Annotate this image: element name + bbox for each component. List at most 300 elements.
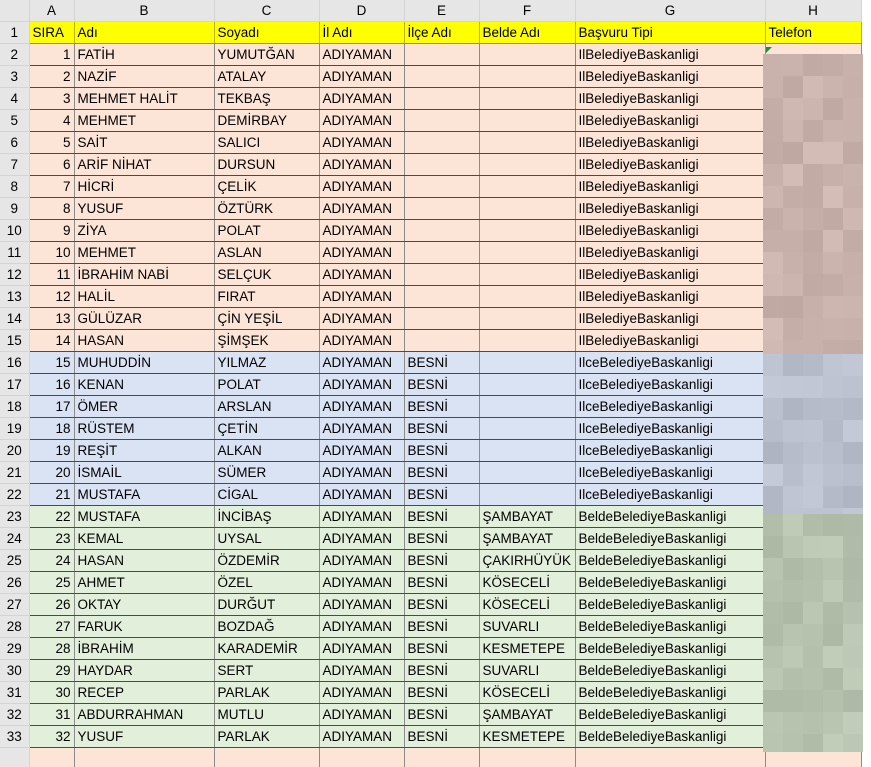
il-cell[interactable]: ADIYAMAN bbox=[319, 682, 404, 704]
ilce-cell[interactable]: BESNİ bbox=[404, 616, 479, 638]
adi-cell[interactable]: MEHMET bbox=[74, 242, 214, 264]
belde-cell[interactable]: KÖSECELİ bbox=[479, 572, 575, 594]
basvuru-tipi-cell[interactable]: IlBelediyeBaskanligi bbox=[575, 132, 765, 154]
sira-cell[interactable]: 11 bbox=[29, 264, 74, 286]
il-cell[interactable]: ADIYAMAN bbox=[319, 176, 404, 198]
soyadi-cell[interactable]: YUMUTĞAN bbox=[214, 44, 319, 66]
soyadi-cell[interactable]: SELÇUK bbox=[214, 264, 319, 286]
redaction-pixel bbox=[783, 668, 803, 690]
belde-cell[interactable] bbox=[479, 198, 575, 220]
il-cell[interactable]: ADIYAMAN bbox=[319, 264, 404, 286]
row-header[interactable]: 28 bbox=[0, 616, 29, 638]
adi-cell[interactable]: HAYDAR bbox=[74, 660, 214, 682]
soyadi-cell[interactable]: ÖZDEMİR bbox=[214, 550, 319, 572]
il-cell[interactable]: ADIYAMAN bbox=[319, 462, 404, 484]
sira-cell[interactable]: 15 bbox=[29, 352, 74, 374]
il-cell[interactable]: ADIYAMAN bbox=[319, 594, 404, 616]
sira-cell[interactable]: 1 bbox=[29, 44, 74, 66]
soyadi-cell[interactable]: ASLAN bbox=[214, 242, 319, 264]
partial-cell[interactable] bbox=[29, 748, 74, 767]
adi-cell[interactable]: HİCRİ bbox=[74, 176, 214, 198]
belde-cell[interactable] bbox=[479, 374, 575, 396]
il-cell[interactable]: ADIYAMAN bbox=[319, 352, 404, 374]
il-cell[interactable]: ADIYAMAN bbox=[319, 286, 404, 308]
sira-cell[interactable]: 16 bbox=[29, 374, 74, 396]
basvuru-tipi-cell[interactable]: IlceBelediyeBaskanligi bbox=[575, 440, 765, 462]
adi-cell[interactable]: MUSTAFA bbox=[74, 506, 214, 528]
il-cell[interactable]: ADIYAMAN bbox=[319, 550, 404, 572]
row-header[interactable]: 23 bbox=[0, 506, 29, 528]
soyadi-cell[interactable]: DURSUN bbox=[214, 154, 319, 176]
belde-cell[interactable]: ŞAMBAYAT bbox=[479, 528, 575, 550]
row-header[interactable]: 31 bbox=[0, 682, 29, 704]
row-header[interactable]: 26 bbox=[0, 572, 29, 594]
adi-cell[interactable]: GÜLÜZAR bbox=[74, 308, 214, 330]
belde-cell[interactable] bbox=[479, 154, 575, 176]
redaction-pixel bbox=[823, 230, 843, 252]
belde-cell[interactable]: SUVARLI bbox=[479, 616, 575, 638]
basvuru-tipi-cell[interactable]: IlceBelediyeBaskanligi bbox=[575, 352, 765, 374]
adi-cell[interactable]: RECEP bbox=[74, 682, 214, 704]
sira-cell[interactable]: 2 bbox=[29, 66, 74, 88]
soyadi-cell[interactable]: SÜMER bbox=[214, 462, 319, 484]
basvuru-tipi-cell[interactable]: IlceBelediyeBaskanligi bbox=[575, 396, 765, 418]
soyadi-cell[interactable]: TEKBAŞ bbox=[214, 88, 319, 110]
il-cell[interactable]: ADIYAMAN bbox=[319, 572, 404, 594]
soyadi-cell[interactable]: POLAT bbox=[214, 220, 319, 242]
ilce-cell[interactable]: BESNİ bbox=[404, 660, 479, 682]
column-header-h[interactable]: H bbox=[765, 0, 861, 22]
soyadi-cell[interactable]: YILMAZ bbox=[214, 352, 319, 374]
soyadi-cell[interactable]: ŞİMŞEK bbox=[214, 330, 319, 352]
basvuru-tipi-cell[interactable]: BeldeBelediyeBaskanligi bbox=[575, 506, 765, 528]
ilce-cell[interactable]: BESNİ bbox=[404, 418, 479, 440]
row-header[interactable]: 10 bbox=[0, 220, 29, 242]
partial-cell[interactable] bbox=[319, 748, 404, 767]
belde-cell[interactable]: KESMETEPE bbox=[479, 726, 575, 748]
table-header-row bbox=[0, 22, 861, 44]
basvuru-tipi-cell[interactable]: IlBelediyeBaskanligi bbox=[575, 198, 765, 220]
adi-cell[interactable]: KENAN bbox=[74, 374, 214, 396]
row-header[interactable]: 11 bbox=[0, 242, 29, 264]
basvuru-tipi-cell[interactable]: IlBelediyeBaskanligi bbox=[575, 330, 765, 352]
sira-cell[interactable]: 31 bbox=[29, 704, 74, 726]
select-all-corner[interactable] bbox=[0, 0, 29, 22]
il-cell[interactable]: ADIYAMAN bbox=[319, 220, 404, 242]
row-header[interactable] bbox=[0, 748, 29, 767]
adi-cell[interactable]: İSMAİL bbox=[74, 462, 214, 484]
row-header[interactable]: 7 bbox=[0, 154, 29, 176]
row-header[interactable]: 13 bbox=[0, 286, 29, 308]
belde-cell[interactable] bbox=[479, 242, 575, 264]
belde-cell[interactable]: ÇAKIRHÜYÜK bbox=[479, 550, 575, 572]
soyadi-cell[interactable]: İNCİBAŞ bbox=[214, 506, 319, 528]
ilce-cell[interactable]: BESNİ bbox=[404, 594, 479, 616]
row-header[interactable]: 1 bbox=[0, 22, 29, 44]
ilce-cell[interactable] bbox=[404, 110, 479, 132]
header-cell-f[interactable]: Belde Adı bbox=[479, 22, 575, 44]
belde-cell[interactable] bbox=[479, 308, 575, 330]
soyadi-cell[interactable]: PARLAK bbox=[214, 726, 319, 748]
ilce-cell[interactable]: BESNİ bbox=[404, 726, 479, 748]
belde-cell[interactable]: KÖSECELİ bbox=[479, 594, 575, 616]
soyadi-cell[interactable]: SERT bbox=[214, 660, 319, 682]
basvuru-tipi-cell[interactable]: IlBelediyeBaskanligi bbox=[575, 264, 765, 286]
belde-cell[interactable] bbox=[479, 220, 575, 242]
basvuru-tipi-cell[interactable]: IlBelediyeBaskanligi bbox=[575, 154, 765, 176]
il-cell[interactable]: ADIYAMAN bbox=[319, 484, 404, 506]
belde-cell[interactable] bbox=[479, 44, 575, 66]
belde-cell[interactable] bbox=[479, 330, 575, 352]
sira-cell[interactable]: 3 bbox=[29, 88, 74, 110]
belde-cell[interactable]: SUVARLI bbox=[479, 660, 575, 682]
adi-cell[interactable]: MUHUDDİN bbox=[74, 352, 214, 374]
belde-cell[interactable] bbox=[479, 66, 575, 88]
il-cell[interactable]: ADIYAMAN bbox=[319, 418, 404, 440]
redaction-pixel bbox=[763, 208, 783, 230]
ilce-cell[interactable]: BESNİ bbox=[404, 462, 479, 484]
adi-cell[interactable]: RÜSTEM bbox=[74, 418, 214, 440]
ilce-cell[interactable]: BESNİ bbox=[404, 374, 479, 396]
basvuru-tipi-cell[interactable]: BeldeBelediyeBaskanligi bbox=[575, 682, 765, 704]
adi-cell[interactable]: NAZİF bbox=[74, 66, 214, 88]
basvuru-tipi-cell[interactable]: IlBelediyeBaskanligi bbox=[575, 44, 765, 66]
soyadi-cell[interactable]: CİGAL bbox=[214, 484, 319, 506]
basvuru-tipi-cell[interactable]: IlBelediyeBaskanligi bbox=[575, 308, 765, 330]
redaction-pixel bbox=[763, 558, 783, 580]
ilce-cell[interactable]: BESNİ bbox=[404, 550, 479, 572]
il-cell[interactable]: ADIYAMAN bbox=[319, 330, 404, 352]
il-cell[interactable]: ADIYAMAN bbox=[319, 242, 404, 264]
il-cell[interactable]: ADIYAMAN bbox=[319, 44, 404, 66]
il-cell[interactable]: ADIYAMAN bbox=[319, 528, 404, 550]
row-header[interactable]: 3 bbox=[0, 66, 29, 88]
adi-cell[interactable]: FATİH bbox=[74, 44, 214, 66]
sira-cell[interactable]: 27 bbox=[29, 616, 74, 638]
partial-cell[interactable] bbox=[479, 748, 575, 767]
row-header[interactable]: 27 bbox=[0, 594, 29, 616]
soyadi-cell[interactable]: MUTLU bbox=[214, 704, 319, 726]
basvuru-tipi-cell[interactable]: BeldeBelediyeBaskanligi bbox=[575, 660, 765, 682]
belde-cell[interactable] bbox=[479, 462, 575, 484]
basvuru-tipi-cell[interactable]: IlceBelediyeBaskanligi bbox=[575, 484, 765, 506]
adi-cell[interactable]: ABDURRAHMAN bbox=[74, 704, 214, 726]
adi-cell[interactable]: MEHMET bbox=[74, 110, 214, 132]
adi-cell[interactable]: KEMAL bbox=[74, 528, 214, 550]
belde-cell[interactable] bbox=[479, 440, 575, 462]
belde-cell[interactable] bbox=[479, 88, 575, 110]
column-header-c[interactable]: C bbox=[214, 0, 319, 22]
ilce-cell[interactable] bbox=[404, 286, 479, 308]
sira-cell[interactable]: 26 bbox=[29, 594, 74, 616]
column-header-g[interactable]: G bbox=[575, 0, 765, 22]
row-header[interactable]: 17 bbox=[0, 374, 29, 396]
belde-cell[interactable] bbox=[479, 176, 575, 198]
adi-cell[interactable]: MUSTAFA bbox=[74, 484, 214, 506]
adi-cell[interactable]: FARUK bbox=[74, 616, 214, 638]
ilce-cell[interactable] bbox=[404, 88, 479, 110]
header-cell-h[interactable]: Telefon bbox=[765, 22, 861, 44]
sira-cell[interactable]: 12 bbox=[29, 286, 74, 308]
sira-cell[interactable]: 30 bbox=[29, 682, 74, 704]
belde-cell[interactable]: ŞAMBAYAT bbox=[479, 506, 575, 528]
il-cell[interactable]: ADIYAMAN bbox=[319, 110, 404, 132]
redaction-pixel bbox=[823, 420, 843, 442]
soyadi-cell[interactable]: UYSAL bbox=[214, 528, 319, 550]
sira-cell[interactable]: 4 bbox=[29, 110, 74, 132]
basvuru-tipi-cell[interactable]: IlceBelediyeBaskanligi bbox=[575, 462, 765, 484]
basvuru-tipi-cell[interactable]: IlBelediyeBaskanligi bbox=[575, 88, 765, 110]
sira-cell[interactable]: 23 bbox=[29, 528, 74, 550]
basvuru-tipi-cell[interactable]: IlBelediyeBaskanligi bbox=[575, 286, 765, 308]
sira-cell[interactable]: 10 bbox=[29, 242, 74, 264]
belde-cell[interactable] bbox=[479, 396, 575, 418]
soyadi-cell[interactable]: ÇELİK bbox=[214, 176, 319, 198]
redaction-pixel bbox=[843, 536, 863, 558]
redaction-pixel bbox=[783, 98, 803, 120]
adi-cell[interactable]: ZİYA bbox=[74, 220, 214, 242]
row-header[interactable]: 8 bbox=[0, 176, 29, 198]
belde-cell[interactable] bbox=[479, 286, 575, 308]
row-header[interactable]: 4 bbox=[0, 88, 29, 110]
row-header[interactable]: 15 bbox=[0, 330, 29, 352]
ilce-cell[interactable] bbox=[404, 154, 479, 176]
row-header[interactable]: 19 bbox=[0, 418, 29, 440]
soyadi-cell[interactable]: ÇİN YEŞİL bbox=[214, 308, 319, 330]
sira-cell[interactable]: 8 bbox=[29, 198, 74, 220]
adi-cell[interactable]: HASAN bbox=[74, 330, 214, 352]
adi-cell[interactable]: İBRAHİM bbox=[74, 638, 214, 660]
il-cell[interactable]: ADIYAMAN bbox=[319, 374, 404, 396]
adi-cell[interactable]: OKTAY bbox=[74, 594, 214, 616]
ilce-cell[interactable]: BESNİ bbox=[404, 440, 479, 462]
ilce-cell[interactable]: BESNİ bbox=[404, 704, 479, 726]
ilce-cell[interactable]: BESNİ bbox=[404, 484, 479, 506]
ilce-cell[interactable]: BESNİ bbox=[404, 572, 479, 594]
basvuru-tipi-cell[interactable]: BeldeBelediyeBaskanligi bbox=[575, 594, 765, 616]
basvuru-tipi-cell[interactable]: IlBelediyeBaskanligi bbox=[575, 242, 765, 264]
belde-cell[interactable] bbox=[479, 110, 575, 132]
soyadi-cell[interactable]: KARADEMİR bbox=[214, 638, 319, 660]
basvuru-tipi-cell[interactable]: IlBelediyeBaskanligi bbox=[575, 220, 765, 242]
row-header[interactable]: 32 bbox=[0, 704, 29, 726]
adi-cell[interactable]: MEHMET HALİT bbox=[74, 88, 214, 110]
row-header[interactable]: 30 bbox=[0, 660, 29, 682]
redaction-pixel bbox=[763, 486, 783, 508]
row-header[interactable]: 6 bbox=[0, 132, 29, 154]
basvuru-tipi-cell[interactable]: BeldeBelediyeBaskanligi bbox=[575, 616, 765, 638]
belde-cell[interactable] bbox=[479, 484, 575, 506]
soyadi-cell[interactable]: SALICI bbox=[214, 132, 319, 154]
row-header[interactable]: 5 bbox=[0, 110, 29, 132]
il-cell[interactable]: ADIYAMAN bbox=[319, 660, 404, 682]
soyadi-cell[interactable]: ÇETİN bbox=[214, 418, 319, 440]
ilce-cell[interactable] bbox=[404, 242, 479, 264]
belde-cell[interactable]: ŞAMBAYAT bbox=[479, 704, 575, 726]
soyadi-cell[interactable]: ATALAY bbox=[214, 66, 319, 88]
sira-cell[interactable]: 18 bbox=[29, 418, 74, 440]
row-header[interactable]: 33 bbox=[0, 726, 29, 748]
sira-cell[interactable]: 7 bbox=[29, 176, 74, 198]
sira-cell[interactable]: 13 bbox=[29, 308, 74, 330]
ilce-cell[interactable] bbox=[404, 132, 479, 154]
row-header[interactable]: 16 bbox=[0, 352, 29, 374]
header-cell-g[interactable]: Başvuru Tipi bbox=[575, 22, 765, 44]
il-cell[interactable]: ADIYAMAN bbox=[319, 198, 404, 220]
il-cell[interactable]: ADIYAMAN bbox=[319, 88, 404, 110]
adi-cell[interactable]: YUSUF bbox=[74, 726, 214, 748]
ilce-cell[interactable]: BESNİ bbox=[404, 682, 479, 704]
row-header[interactable]: 22 bbox=[0, 484, 29, 506]
sira-cell[interactable]: 28 bbox=[29, 638, 74, 660]
il-cell[interactable]: ADIYAMAN bbox=[319, 704, 404, 726]
adi-cell[interactable]: REŞİT bbox=[74, 440, 214, 462]
redaction-pixel bbox=[823, 668, 843, 690]
soyadi-cell[interactable]: ÖZTÜRK bbox=[214, 198, 319, 220]
il-cell[interactable]: ADIYAMAN bbox=[319, 506, 404, 528]
redaction-pixel bbox=[803, 120, 823, 142]
belde-cell[interactable] bbox=[479, 352, 575, 374]
basvuru-tipi-cell[interactable]: IlceBelediyeBaskanligi bbox=[575, 418, 765, 440]
row-header[interactable]: 24 bbox=[0, 528, 29, 550]
basvuru-tipi-cell[interactable]: IlBelediyeBaskanligi bbox=[575, 176, 765, 198]
row-header[interactable]: 12 bbox=[0, 264, 29, 286]
basvuru-tipi-cell[interactable]: IlBelediyeBaskanligi bbox=[575, 66, 765, 88]
adi-cell[interactable]: ÖMER bbox=[74, 396, 214, 418]
ilce-cell[interactable] bbox=[404, 66, 479, 88]
redaction-pixel bbox=[783, 580, 803, 602]
header-cell-c[interactable]: Soyadı bbox=[214, 22, 319, 44]
basvuru-tipi-cell[interactable]: IlceBelediyeBaskanligi bbox=[575, 374, 765, 396]
basvuru-tipi-cell[interactable]: BeldeBelediyeBaskanligi bbox=[575, 638, 765, 660]
column-header-d[interactable]: D bbox=[319, 0, 404, 22]
basvuru-tipi-cell[interactable]: BeldeBelediyeBaskanligi bbox=[575, 704, 765, 726]
basvuru-tipi-cell[interactable]: BeldeBelediyeBaskanligi bbox=[575, 550, 765, 572]
column-header-f[interactable]: F bbox=[479, 0, 575, 22]
header-cell-b[interactable]: Adı bbox=[74, 22, 214, 44]
soyadi-cell[interactable]: PARLAK bbox=[214, 682, 319, 704]
adi-cell[interactable]: AHMET bbox=[74, 572, 214, 594]
il-cell[interactable]: ADIYAMAN bbox=[319, 308, 404, 330]
column-header-b[interactable]: B bbox=[74, 0, 214, 22]
soyadi-cell[interactable]: FIRAT bbox=[214, 286, 319, 308]
redaction-pixel bbox=[783, 230, 803, 252]
il-cell[interactable]: ADIYAMAN bbox=[319, 132, 404, 154]
sira-cell[interactable]: 19 bbox=[29, 440, 74, 462]
ilce-cell[interactable] bbox=[404, 264, 479, 286]
header-cell-e[interactable]: İlçe Adı bbox=[404, 22, 479, 44]
basvuru-tipi-cell[interactable]: BeldeBelediyeBaskanligi bbox=[575, 726, 765, 748]
sira-cell[interactable]: 17 bbox=[29, 396, 74, 418]
redaction-pixel bbox=[843, 54, 863, 76]
ilce-cell[interactable]: BESNİ bbox=[404, 638, 479, 660]
ilce-cell[interactable]: BESNİ bbox=[404, 528, 479, 550]
row-header[interactable]: 14 bbox=[0, 308, 29, 330]
sira-cell[interactable]: 25 bbox=[29, 572, 74, 594]
sira-cell[interactable]: 24 bbox=[29, 550, 74, 572]
il-cell[interactable]: ADIYAMAN bbox=[319, 66, 404, 88]
sira-cell[interactable]: 21 bbox=[29, 484, 74, 506]
row-header[interactable]: 20 bbox=[0, 440, 29, 462]
adi-cell[interactable]: İBRAHİM NABİ bbox=[74, 264, 214, 286]
ilce-cell[interactable] bbox=[404, 44, 479, 66]
belde-cell[interactable] bbox=[479, 418, 575, 440]
il-cell[interactable]: ADIYAMAN bbox=[319, 616, 404, 638]
table-row bbox=[0, 352, 861, 374]
belde-cell[interactable] bbox=[479, 264, 575, 286]
soyadi-cell[interactable]: BOZDAĞ bbox=[214, 616, 319, 638]
basvuru-tipi-cell[interactable]: IlBelediyeBaskanligi bbox=[575, 110, 765, 132]
row-header[interactable]: 2 bbox=[0, 44, 29, 66]
column-header-e[interactable]: E bbox=[404, 0, 479, 22]
belde-cell[interactable]: KESMETEPE bbox=[479, 638, 575, 660]
redaction-pixel bbox=[843, 580, 863, 602]
il-cell[interactable]: ADIYAMAN bbox=[319, 154, 404, 176]
table-row bbox=[0, 330, 861, 352]
adi-cell[interactable]: HALİL bbox=[74, 286, 214, 308]
sira-cell[interactable]: 20 bbox=[29, 462, 74, 484]
soyadi-cell[interactable]: DEMİRBAY bbox=[214, 110, 319, 132]
adi-cell[interactable]: SAİT bbox=[74, 132, 214, 154]
sira-cell[interactable]: 32 bbox=[29, 726, 74, 748]
row-header[interactable]: 21 bbox=[0, 462, 29, 484]
ilce-cell[interactable]: BESNİ bbox=[404, 506, 479, 528]
adi-cell[interactable]: HASAN bbox=[74, 550, 214, 572]
il-cell[interactable]: ADIYAMAN bbox=[319, 726, 404, 748]
ilce-cell[interactable]: BESNİ bbox=[404, 352, 479, 374]
belde-cell[interactable]: KÖSECELİ bbox=[479, 682, 575, 704]
row-header[interactable]: 9 bbox=[0, 198, 29, 220]
redaction-pixel bbox=[843, 646, 863, 668]
sira-cell[interactable]: 22 bbox=[29, 506, 74, 528]
ilce-cell[interactable]: BESNİ bbox=[404, 396, 479, 418]
sira-cell[interactable]: 14 bbox=[29, 330, 74, 352]
adi-cell[interactable]: YUSUF bbox=[74, 198, 214, 220]
header-cell-d[interactable]: İl Adı bbox=[319, 22, 404, 44]
sira-cell[interactable]: 6 bbox=[29, 154, 74, 176]
ilce-cell[interactable] bbox=[404, 330, 479, 352]
belde-cell[interactable] bbox=[479, 132, 575, 154]
column-header-a[interactable]: A bbox=[29, 0, 74, 22]
soyadi-cell[interactable]: ALKAN bbox=[214, 440, 319, 462]
partial-cell[interactable] bbox=[74, 748, 214, 767]
row-header[interactable]: 25 bbox=[0, 550, 29, 572]
sira-cell[interactable]: 9 bbox=[29, 220, 74, 242]
ilce-cell[interactable] bbox=[404, 176, 479, 198]
il-cell[interactable]: ADIYAMAN bbox=[319, 440, 404, 462]
soyadi-cell[interactable]: ÖZEL bbox=[214, 572, 319, 594]
ilce-cell[interactable] bbox=[404, 220, 479, 242]
basvuru-tipi-cell[interactable]: BeldeBelediyeBaskanligi bbox=[575, 572, 765, 594]
ilce-cell[interactable] bbox=[404, 308, 479, 330]
header-cell-a[interactable]: SIRA bbox=[29, 22, 74, 44]
sira-cell[interactable]: 29 bbox=[29, 660, 74, 682]
sira-cell[interactable]: 5 bbox=[29, 132, 74, 154]
soyadi-cell[interactable]: POLAT bbox=[214, 374, 319, 396]
partial-cell[interactable] bbox=[404, 748, 479, 767]
soyadi-cell[interactable]: ARSLAN bbox=[214, 396, 319, 418]
row-header[interactable]: 29 bbox=[0, 638, 29, 660]
il-cell[interactable]: ADIYAMAN bbox=[319, 638, 404, 660]
ilce-cell[interactable] bbox=[404, 198, 479, 220]
row-header[interactable]: 18 bbox=[0, 396, 29, 418]
partial-cell[interactable] bbox=[575, 748, 765, 767]
basvuru-tipi-cell[interactable]: BeldeBelediyeBaskanligi bbox=[575, 528, 765, 550]
soyadi-cell[interactable]: DURĞUT bbox=[214, 594, 319, 616]
adi-cell[interactable]: ARİF NİHAT bbox=[74, 154, 214, 176]
il-cell[interactable]: ADIYAMAN bbox=[319, 396, 404, 418]
partial-cell[interactable] bbox=[214, 748, 319, 767]
